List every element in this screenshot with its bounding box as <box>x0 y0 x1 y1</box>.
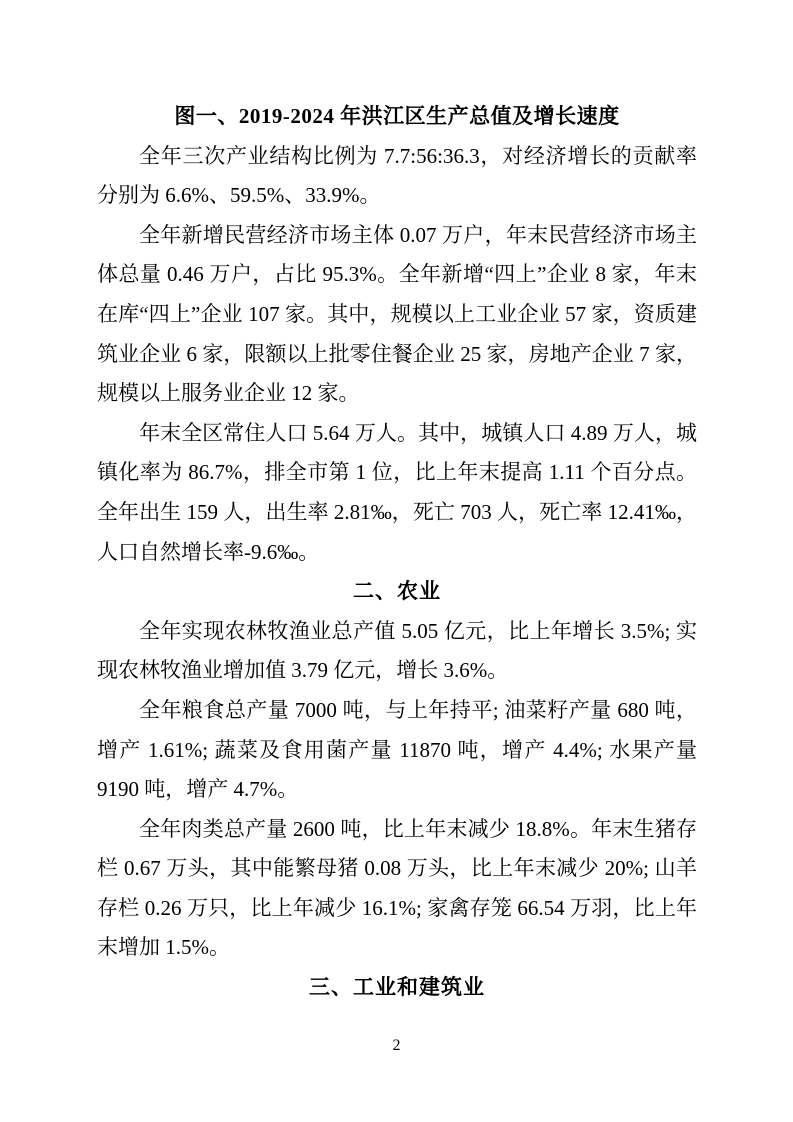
figure-caption: 图一、2019-2024 年洪江区生产总值及增长速度 <box>174 104 620 128</box>
section-heading-industry-construction: 三、工业和建筑业 <box>309 976 485 1000</box>
paragraph-agriculture-output: 全年实现农林牧渔业总产值 5.05 亿元，比上年增长 3.5%; 实现农林牧渔业增加值 3.79 亿元，增长 3.6%。 <box>97 618 697 683</box>
page-number: 2 <box>392 1037 401 1054</box>
paragraph-livestock: 全年肉类总产量 2600 吨，比上年末减少 18.8%。年末生猪存栏 0.67 万头，其中能繁母猪 0.08 万头，比上年末减少 20%; 山羊存栏 0.26 万只，比上年减少 16.1%; 家禽存笼 66.54 万羽，比上年末增加 1.5%。 <box>97 816 697 960</box>
paragraph-grain-production: 全年粮食总产量 7000 吨，与上年持平; 油菜籽产量 680 吨，增产 1.61%; 蔬菜及食用菌产量 11870 吨，增产 4.4%; 水果产量 9190 吨，增产 4.7%。 <box>97 697 697 802</box>
section-heading-agriculture: 二、农业 <box>353 580 441 604</box>
paragraph-population: 年末全区常住人口 5.64 万人。其中，城镇人口 4.89 万人，城镇化率为 86.7%，排全市第 1 位，比上年末提高 1.11 个百分点。全年出生 159 人，出生率 2.81‰，死亡 703 人，死亡率 12.41‰，人口自然增长率-9.6‰。 <box>97 420 697 564</box>
paragraph-market-entities: 全年新增民营经济市场主体 0.07 万户，年末民营经济市场主体总量 0.46 万户，占比 95.3%。全年新增“四上”企业 8 家，年末在库“四上”企业 107 家。其中，规模以上工业企业 57 家，资质建筑业企业 6 家，限额以上批零住餐企业 25 家，房地产企业 7 家，规模以上服务业企业 12 家。 <box>97 222 697 406</box>
document-body <box>97 97 697 1008</box>
paragraph-industry-structure: 全年三次产业结构比例为 7.7:56:36.3，对经济增长的贡献率分别为 6.6%、59.5%、33.9%。 <box>97 143 697 208</box>
